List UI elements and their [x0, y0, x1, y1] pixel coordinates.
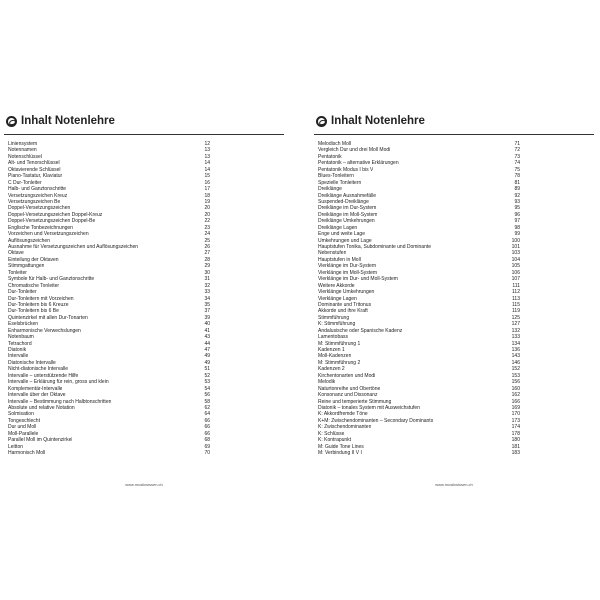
toc-entry-label: Pentatonik – alternative Erklärungen	[318, 160, 399, 167]
toc-entry-label: Vorzeichen und Versetzungszeichen	[8, 231, 89, 238]
logo-icon	[316, 116, 327, 127]
toc-entry-page: 103	[511, 250, 520, 257]
toc-entry-label: Dur-Tonleitern bis 6 Kreuze	[8, 301, 69, 308]
toc-entry-page: 35	[204, 301, 210, 308]
toc-entry-page: 134	[511, 340, 520, 347]
toc-entry-label: Naturtonreihe und Obertöne	[318, 385, 381, 392]
toc-entry-label: Andalusische oder Spanische Kadenz	[318, 327, 403, 334]
toc-entry-page: 136	[511, 347, 520, 353]
toc-entry-label: Symbole für Halb- und Ganztonschritte	[8, 276, 95, 283]
toc-entry-label: K: Stimmführung	[318, 321, 356, 328]
toc-entry-page: 170	[511, 411, 520, 418]
toc-entry-page: 27	[204, 250, 210, 257]
toc-entry-label: Doppel-Versetzungszeichen Doppel-Be	[8, 218, 96, 225]
toc-entry-label: Notenschlüssel	[8, 153, 42, 160]
toc-entry-label: Moll-Kadenzen	[318, 353, 352, 360]
toc-entry-page: 99	[514, 231, 520, 238]
toc-entry-page: 146	[511, 359, 520, 366]
toc-entry-page: 93	[514, 198, 520, 205]
toc-entry-page: 105	[511, 263, 520, 270]
toc-entry-label: Halb- und Ganztonschritte	[8, 186, 67, 193]
toc-entry-label: Parallel Moll im Quintenzirkel	[8, 437, 73, 444]
toc-entry-label: K: Schlüsse	[318, 430, 345, 437]
toc-entry-page: 22	[204, 218, 210, 225]
toc-entry-label: Intervalle	[8, 353, 29, 360]
toc-entry-page: 78	[514, 173, 520, 180]
toc-entry-page: 19	[204, 198, 210, 205]
toc-entry-page: 181	[511, 443, 520, 450]
toc-entry-page: 97	[514, 218, 520, 225]
toc-entry-label: Komplementär-Intervalle	[8, 385, 63, 392]
toc-entry-page: 26	[204, 244, 210, 250]
toc-entry-label: Suspended-Dreiklänge	[318, 198, 369, 205]
toc-entry-page: 54	[204, 385, 210, 392]
toc-entry-page: 162	[511, 392, 520, 399]
toc-entry-label: Oktave	[8, 250, 24, 257]
toc-entry-page: 44	[204, 340, 210, 347]
toc-entry-page: 20	[204, 211, 210, 218]
toc-entry-label: Umkehrungen und Lage	[318, 237, 372, 244]
toc-entry-page: 31	[204, 276, 210, 283]
toc-entry-page: 96	[514, 211, 520, 218]
toc-entry-page: 41	[204, 327, 210, 334]
toc-entry-label: Liniensystem	[8, 141, 38, 147]
toc-entry-page: 106	[511, 269, 520, 276]
toc-entry-page: 112	[512, 289, 520, 296]
toc-entry-label: Kadenzen 2	[318, 366, 345, 373]
toc-entry-page: 104	[511, 256, 520, 263]
toc-entry-label: Diatonik – tonales System mit Ausweichstufen	[318, 404, 420, 411]
toc-entry-page: 119	[512, 308, 520, 315]
toc-entry-page: 24	[204, 231, 210, 238]
toc-entry-label: Melodisch Moll	[318, 141, 352, 147]
toc-entry-label: C Dur-Tonleiter	[8, 179, 42, 186]
toc-entry-page: 58	[204, 398, 210, 405]
toc-entry-label: Lamentobass	[318, 334, 349, 341]
toc-entry-page: 81	[514, 179, 520, 186]
toc-entry-label: Dreiklänge im Moll-System	[318, 211, 378, 218]
toc-entry-label: Dreiklänge im Dur-System	[318, 205, 377, 212]
toc-entry-page: 125	[511, 314, 520, 321]
toc-entry-page: 69	[204, 443, 210, 450]
toc-entry-label: M: Stimmführung 2	[318, 359, 361, 366]
toc-entry-label: Tonleiter	[8, 269, 27, 276]
toc-entry-page: 28	[204, 256, 210, 263]
toc-entry-label: Doppel-Versetzungszeichen	[8, 205, 71, 212]
toc-entry-page: 20	[204, 205, 210, 212]
toc-entry-page: 152	[511, 366, 520, 373]
toc-entry-label: Alt- und Tenorschlüssel	[8, 160, 60, 167]
toc-entry-page: 30	[204, 269, 210, 276]
table-of-contents	[8, 141, 210, 456]
toc-entry-label: Hauptstufen in Moll	[318, 256, 361, 263]
toc-entry-page: 174	[511, 424, 520, 431]
toc-entry-label: Tongeschlecht	[8, 417, 40, 424]
toc-entry-page: 66	[204, 424, 210, 431]
toc-entry-page: 64	[204, 411, 210, 418]
toc-entry-page: 29	[204, 263, 210, 270]
toc-entry-label: Nebenstufen	[318, 250, 347, 257]
toc-entry-label: K+M: Zwischendominanten – Secondary Dominants	[318, 417, 434, 424]
right-page	[314, 102, 594, 498]
page-footer: www.musikwissen.ch	[435, 482, 473, 487]
toc-entry-page: 111	[512, 282, 520, 289]
toc-entry-label: M: Stimmführung 1	[318, 340, 361, 347]
toc-entry-page: 17	[204, 186, 210, 193]
left-page	[4, 102, 284, 498]
toc-entry-label: Akkorde und ihre Kraft	[318, 308, 368, 315]
toc-entry-label: Konsonanz und Dissonanz	[318, 392, 378, 399]
toc-entry-label: Dur-Tonleitern bis 6 Be	[8, 308, 59, 315]
toc-entry-page: 32	[204, 282, 210, 289]
toc-entry-page: 75	[514, 166, 520, 173]
toc-entry-label: Absolute und relative Notation	[8, 404, 75, 411]
page-header	[6, 112, 115, 130]
toc-entry-page: 70	[204, 450, 210, 456]
toc-entry-label: Dreiklänge	[318, 186, 342, 193]
toc-entry-page: 98	[514, 224, 520, 231]
toc-entry-label: Vierklänge Umkehrungen	[318, 289, 375, 296]
page-footer: www.musikwissen.ch	[125, 482, 163, 487]
toc-entry-page: 56	[204, 392, 210, 399]
table-of-contents	[318, 141, 520, 456]
toc-entry-label: Blues-Tonleitern	[318, 173, 354, 180]
toc-entry-label: Stimmgattungen	[8, 263, 45, 270]
toc-entry-label: Chromatische Tonleiter	[8, 282, 60, 289]
toc-entry-page: 173	[511, 417, 520, 424]
toc-entry-label: Auflösungszeichen	[8, 237, 50, 244]
toc-entry-label: Enharmonische Verwechslungen	[8, 327, 81, 334]
toc-entry-page: 40	[204, 321, 210, 328]
toc-entry-page: 23	[204, 224, 210, 231]
toc-entry-page: 14	[204, 166, 210, 173]
toc-entry-page: 47	[204, 347, 210, 353]
toc-entry-label: Intervalle – Erklärung für rein, gross und klein	[8, 379, 109, 386]
toc-entry-label: K: Kontrapunkt	[318, 437, 352, 444]
toc-entry-page: 101	[511, 244, 520, 250]
toc-entry-page: 100	[511, 237, 520, 244]
toc-entry-page: 178	[511, 430, 520, 437]
toc-entry-page: 92	[514, 192, 520, 199]
toc-entry-page: 15	[204, 173, 210, 180]
toc-entry-label: Hauptstufen Tonika, Subdominante und Dominante	[318, 244, 432, 250]
toc-entry-label: Enge und weite Lage	[318, 231, 365, 238]
toc-entry-page: 89	[514, 186, 520, 193]
toc-entry-page: 66	[204, 430, 210, 437]
toc-entry-label: M: Verbindung II V I	[318, 450, 362, 456]
toc-entry	[318, 450, 520, 456]
toc-entry-label: Vierklänge im Dur-System	[318, 263, 376, 270]
toc-entry-page: 95	[514, 205, 520, 212]
header-divider	[314, 134, 594, 135]
toc-entry-page: 12	[204, 141, 210, 147]
toc-entry-page: 66	[204, 417, 210, 424]
toc-entry-label: Notenbaum	[8, 334, 34, 341]
page-title: Inhalt Notenlehre	[21, 115, 115, 127]
toc-entry-label: Dreiklänge Lagen	[318, 224, 358, 231]
toc-entry-label: Nicht-diatonische Intervalle	[8, 366, 69, 373]
toc-entry-page: 143	[511, 353, 520, 360]
toc-entry-page: 73	[514, 153, 520, 160]
toc-entry-label: Pentatonik	[318, 153, 342, 160]
toc-entry-label: Intervalle – unterstützende Hilfe	[8, 372, 79, 379]
toc-entry-label: Weitere Akkorde	[318, 282, 355, 289]
toc-entry-page: 13	[204, 147, 210, 154]
toc-entry-page: 68	[204, 437, 210, 444]
toc-entry-label: Dreiklänge Ausnahmefälle	[318, 192, 377, 199]
toc-entry-page: 115	[512, 301, 520, 308]
toc-entry-label: Vierklänge im Moll-System	[318, 269, 378, 276]
toc-entry-page: 53	[204, 379, 210, 386]
toc-entry-label: Eselsbrücken	[8, 321, 39, 328]
toc-entry-page: 51	[204, 366, 210, 373]
logo-icon	[6, 116, 17, 127]
toc-entry-label: Diatonik	[8, 347, 27, 353]
toc-entry-label: Tetrachord	[8, 340, 32, 347]
toc-entry-label: K: Akkordfremde Töne	[318, 411, 368, 418]
toc-entry-page: 132	[511, 327, 520, 334]
toc-entry-label: Englische Tonbezeichnungen	[8, 224, 73, 231]
toc-entry-page: 16	[204, 179, 210, 186]
toc-entry-label: Pentatonik Modus I bis V	[318, 166, 374, 173]
toc-entry-page: 107	[511, 276, 520, 283]
toc-entry-page: 133	[511, 334, 520, 341]
toc-entry-label: Oktavierende Schlüssel	[8, 166, 61, 173]
toc-entry-label: Stimmführung	[318, 314, 350, 321]
toc-entry-label: Quintenzirkel mit allen Dur-Tonarten	[8, 314, 88, 321]
toc-entry-page: 39	[204, 314, 210, 321]
toc-entry-label: Vierklänge im Dur- und Moll-System	[318, 276, 398, 283]
toc-entry-page: 180	[511, 437, 520, 444]
toc-entry-label: Harmonisch Moll	[8, 450, 46, 456]
toc-entry-page: 71	[514, 141, 520, 147]
toc-entry-page: 160	[511, 385, 520, 392]
toc-entry-label: Piano-Tastatur, Klaviatur	[8, 173, 63, 180]
toc-entry-page: 156	[511, 379, 520, 386]
toc-entry-label: Ausnahme für Versetzungszeichen und Auflösungszeichen	[8, 244, 139, 250]
toc-entry-label: Notennamen	[8, 147, 37, 154]
toc-entry-label: Dominante und Tritonus	[318, 301, 372, 308]
toc-entry-label: Dur und Moll	[8, 424, 37, 431]
toc-entry-label: Dur-Tonleitern mit Vorzeichen	[8, 295, 74, 302]
toc-entry-page: 74	[514, 160, 520, 167]
toc-entry	[8, 450, 210, 456]
toc-entry-page: 49	[204, 359, 210, 366]
toc-entry-label: Reine und temperierte Stimmung	[318, 398, 392, 405]
toc-entry-page: 33	[204, 289, 210, 296]
toc-entry-page: 113	[512, 295, 520, 302]
toc-entry-page: 153	[511, 372, 520, 379]
toc-entry-label: Moll-Parallele	[8, 430, 39, 437]
toc-entry-page: 25	[204, 237, 210, 244]
toc-entry-label: Dreiklänge Umkehrungen	[318, 218, 375, 225]
toc-entry-label: Kadenzen 1	[318, 347, 345, 353]
toc-entry-page: 72	[514, 147, 520, 154]
toc-entry-label: Intervalle – Bestimmung nach Halbtonschritten	[8, 398, 112, 405]
toc-entry-page: 49	[204, 353, 210, 360]
toc-entry-label: Diatonische Intervalle	[8, 359, 56, 366]
toc-entry-page: 169	[511, 404, 520, 411]
toc-entry-page: 37	[204, 308, 210, 315]
toc-entry-page: 13	[204, 153, 210, 160]
toc-entry-label: Einteilung der Oktaven	[8, 256, 59, 263]
toc-entry-label: Vergleich Dur und drei Moll Modi	[318, 147, 391, 154]
page-title: Inhalt Notenlehre	[331, 115, 425, 127]
toc-entry-label: Melodik	[318, 379, 336, 386]
toc-entry-label: K: Zwischendominanten	[318, 424, 372, 431]
toc-entry-label: Kirchentonarten und Modi	[318, 372, 376, 379]
toc-entry-page: 34	[204, 295, 210, 302]
toc-entry-page: 127	[511, 321, 520, 328]
toc-entry-label: Intervalle über der Oktave	[8, 392, 66, 399]
toc-entry-page: 14	[204, 160, 210, 167]
page-header	[316, 112, 425, 130]
toc-entry-label: M: Guide Tone Lines	[318, 443, 364, 450]
toc-entry-label: Dur-Tonleiter	[8, 289, 37, 296]
toc-entry-page: 183	[511, 450, 520, 456]
toc-entry-page: 43	[204, 334, 210, 341]
toc-entry-label: Spezielle Tonleitern	[318, 179, 362, 186]
toc-entry-page: 18	[204, 192, 210, 199]
toc-entry-label: Solmisation	[8, 411, 34, 418]
toc-entry-label: Doppel-Versetzungszeichen Doppel-Kreuz	[8, 211, 103, 218]
toc-entry-page: 166	[511, 398, 520, 405]
toc-entry-label: Versetzungszeichen Be	[8, 198, 61, 205]
header-divider	[4, 134, 284, 135]
toc-entry-page: 62	[204, 404, 210, 411]
toc-entry-label: Versetzungszeichen Kreuz	[8, 192, 68, 199]
toc-entry-label: Leitton	[8, 443, 24, 450]
toc-entry-page: 52	[204, 372, 210, 379]
toc-entry-label: Vierklänge Lagen	[318, 295, 357, 302]
